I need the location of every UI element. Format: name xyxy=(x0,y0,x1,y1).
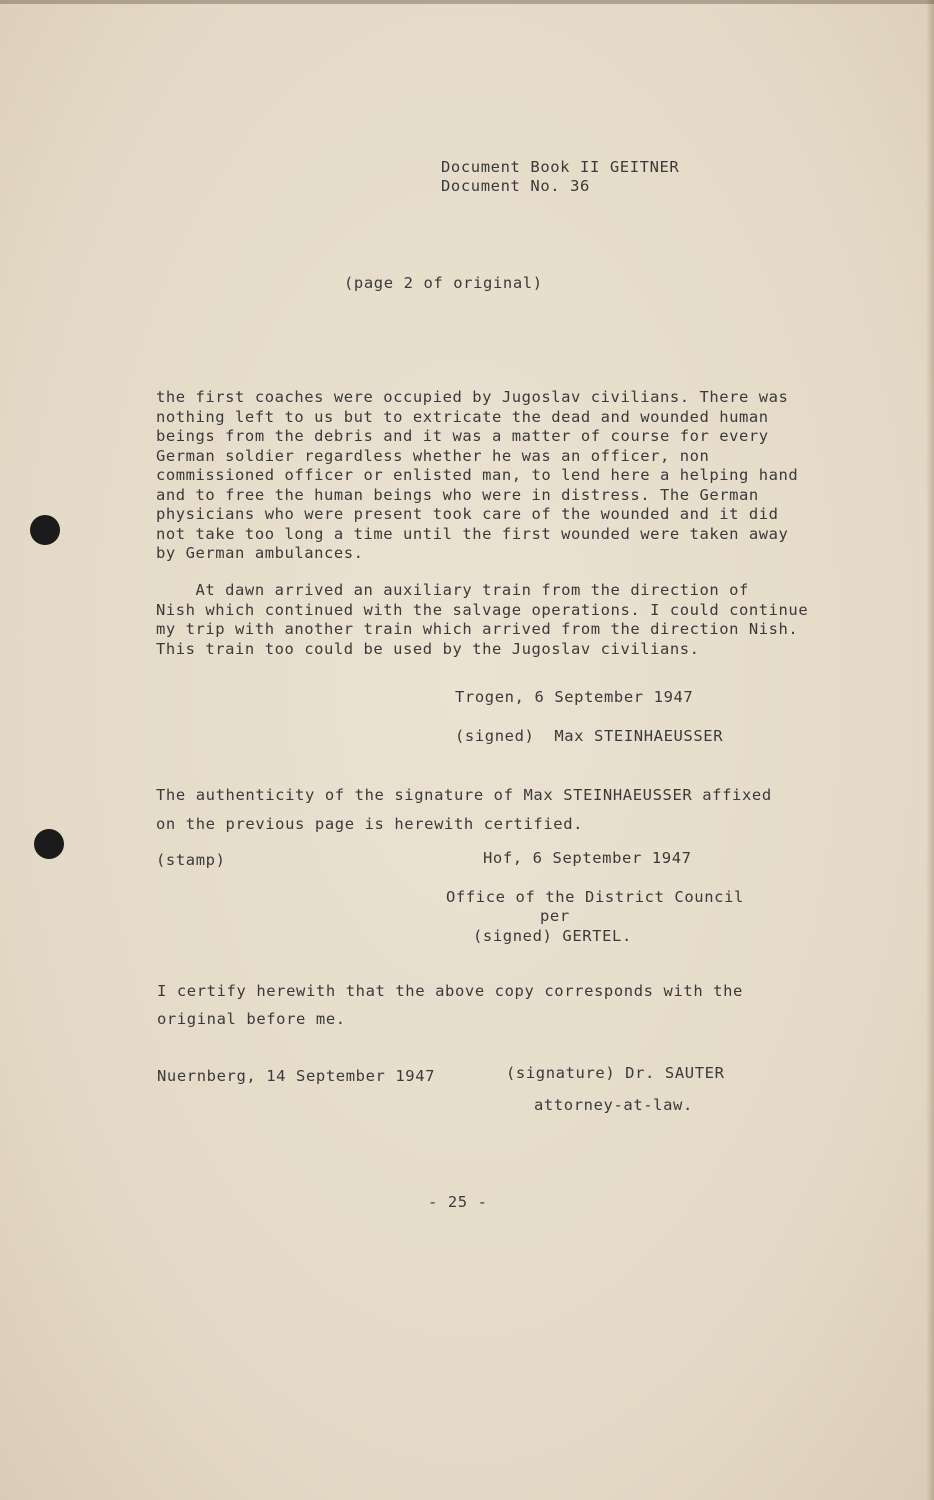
certification-line-1: The authenticity of the signature of Max STEINHAEUSSER affixed xyxy=(156,786,772,804)
punch-hole-icon xyxy=(34,829,64,859)
certification-line-2: on the previous page is herewith certified. xyxy=(156,815,584,833)
paragraph-line: and to free the human beings who were in distress. The German xyxy=(156,485,759,504)
signature-place-date: Trogen, 6 September 1947 xyxy=(455,688,694,706)
paragraph-line: not take too long a time until the first wounded were taken away xyxy=(156,524,789,543)
paragraph-line: Nish which continued with the salvage operations. I could continue xyxy=(156,600,809,619)
page-number: - 25 - xyxy=(428,1193,488,1211)
page-right-edge xyxy=(926,0,934,1500)
certification-per: per xyxy=(540,907,570,925)
paragraph-line: nothing left to us but to extricate the dead and wounded human xyxy=(156,407,769,426)
document-book-label: Document Book II GEITNER xyxy=(441,158,680,176)
stamp-note: (stamp) xyxy=(156,851,226,869)
certification-office: Office of the District Council xyxy=(446,888,744,906)
copy-cert-line-1: I certify herewith that the above copy corresponds with the xyxy=(157,982,743,1000)
page-top-edge xyxy=(0,0,934,4)
copy-cert-signature: (signature) Dr. SAUTER xyxy=(506,1064,725,1082)
copy-cert-line-2: original before me. xyxy=(157,1010,346,1028)
paragraph-line: the first coaches were occupied by Jugoslav civilians. There was xyxy=(156,388,789,406)
paragraph-line: physicians who were present took care of the wounded and it did xyxy=(156,505,779,523)
certification-place-date: Hof, 6 September 1947 xyxy=(483,849,692,867)
paragraph-line: commissioned officer or enlisted man, to lend here a helping hand xyxy=(156,466,799,484)
page-of-original-note: (page 2 of original) xyxy=(344,274,543,292)
paragraph-line: my trip with another train which arrived from the direction Nish. xyxy=(156,620,799,638)
signature-signed: (signed) Max STEINHAEUSSER xyxy=(455,727,724,745)
certification-signed: (signed) GERTEL. xyxy=(473,927,632,945)
paragraph-line: At dawn arrived an auxiliary train from the direction of xyxy=(156,581,749,599)
copy-cert-place-date: Nuernberg, 14 September 1947 xyxy=(157,1067,436,1085)
document-number-label: Document No. 36 xyxy=(441,177,590,195)
body-paragraph-1 xyxy=(156,388,799,564)
copy-cert-title: attorney-at-law. xyxy=(534,1096,693,1114)
paragraph-line: German soldier regardless whether he was an officer, non xyxy=(156,446,710,465)
paragraph-line: beings from the debris and it was a matter of course for every xyxy=(156,427,769,445)
paragraph-line: This train too could be used by the Jugoslav civilians. xyxy=(156,639,700,658)
paragraph-line: by German ambulances. xyxy=(156,544,364,562)
body-paragraph-2 xyxy=(156,581,809,659)
punch-hole-icon xyxy=(30,515,60,545)
